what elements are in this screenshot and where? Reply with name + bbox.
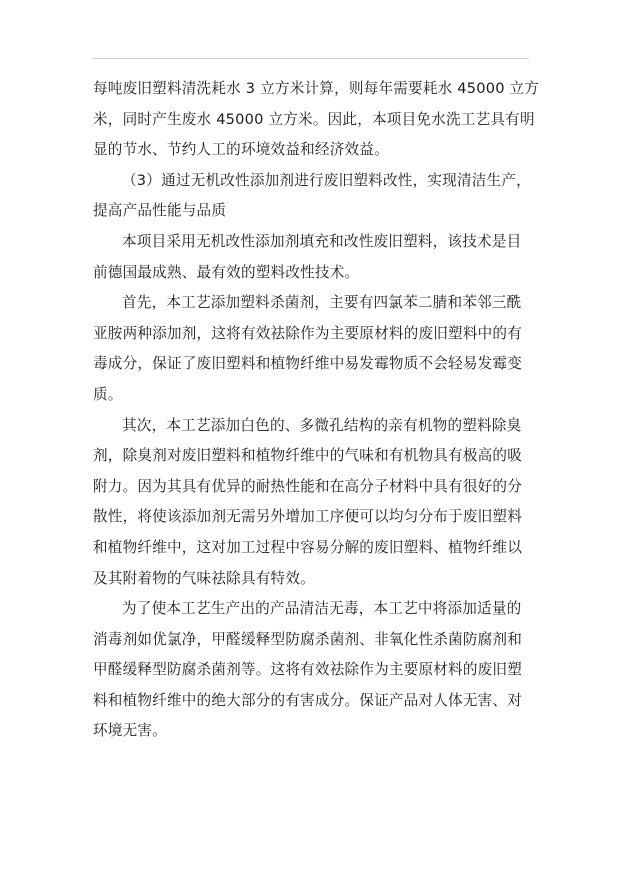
- text-line: 首先，本工艺添加塑料杀菌剂，主要有四氯苯二腈和苯邻三酰: [122, 294, 522, 312]
- text-line: 及其附着物的气味祛除具有特效。: [93, 569, 315, 587]
- text-line: 为了使本工艺生产出的产品清洁无毒，本工艺中将添加适量的: [122, 600, 522, 618]
- text-line: 米，同时产生废水 45000 立方米。因此，本项目免水洗工艺具有明: [93, 110, 535, 128]
- text-line: 附力。因为其具有优异的耐热性能和在高分子材料中具有很好的分: [93, 477, 523, 495]
- text-line: 剂，除臭剂对废旧塑料和植物纤维中的气味和有机物具有极高的吸: [93, 447, 523, 465]
- text-line: 亚胺两种添加剂，这将有效祛除作为主要原材料的废旧塑料中的有: [93, 324, 523, 342]
- text-line: 质。: [93, 385, 123, 403]
- header-divider: [92, 58, 529, 59]
- document-body: [93, 74, 540, 747]
- text-line: 显的节水、节约人工的环境效益和经济效益。: [93, 141, 389, 159]
- text-line: 料和植物纤维中的绝大部分的有害成分。保证产品对人体无害、对: [93, 691, 523, 709]
- text-line: 每吨废旧塑料清洗耗水 3 立方米计算，则每年需要耗水 45000 立方: [93, 80, 540, 97]
- text-line: 和植物纤维中，这对加工过程中容易分解的废旧塑料、植物纤维以: [93, 538, 523, 556]
- text-line: （3）通过无机改性添加剂进行废旧塑料改性，实现清洁生产，: [122, 171, 531, 189]
- text-line: 散性，将使该添加剂无需另外增加工序便可以均匀分布于废旧塑料: [93, 508, 523, 526]
- text-line: 提高产品性能与品质: [93, 202, 227, 220]
- text-line: 其次，本工艺添加白色的、多微孔结构的亲有机物的塑料除臭: [122, 416, 522, 434]
- text-line: 本项目采用无机改性添加剂填充和改性废旧塑料，该技术是目: [122, 232, 522, 250]
- text-line: 环境无害。: [93, 722, 167, 740]
- text-line: 消毒剂如优氯净，甲醛缓释型防腐杀菌剂、非氧化性杀菌防腐剂和: [93, 630, 523, 648]
- text-line: 前德国最成熟、最有效的塑料改性技术。: [93, 263, 360, 281]
- text-line: 甲醛缓释型防腐杀菌剂等。这将有效祛除作为主要原材料的废旧塑: [93, 661, 523, 679]
- text-line: 毒成分，保证了废旧塑料和植物纤维中易发霉物质不会轻易发霉变: [93, 355, 523, 373]
